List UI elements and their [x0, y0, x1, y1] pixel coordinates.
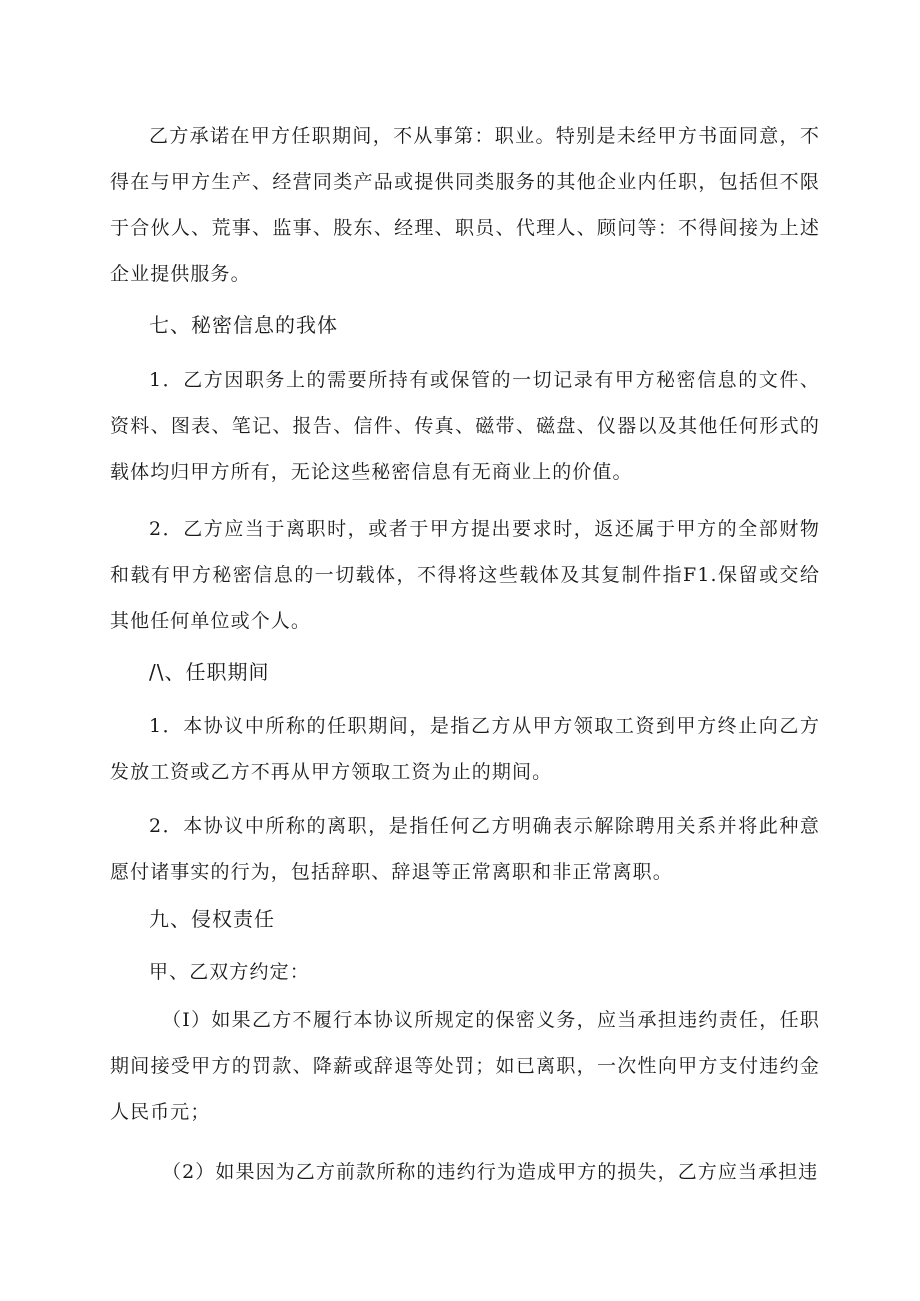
section-9-heading: 九、侵权责任	[149, 907, 275, 931]
section-7-item-2: 2．乙方应当于离职时，或者于甲方提出要求时，返还属于甲方的全部财物和载有甲方秘密信息的一切载体，不得将这些载体及其复制件指F1.保留或交给其他任何单位或个人。	[110, 518, 820, 632]
section-9-item-1: （I）如果乙方不履行本协议所规定的保密义务，应当承担违约责任，任职期间接受甲方的罚款、降薪或辞退等处罚；如已离职，一次性向甲方支付违约金人民币元；	[110, 1009, 820, 1123]
section-9-item-2: （2）如果因为乙方前款所称的违约行为造成甲方的损失，乙方应当承担违	[162, 1161, 819, 1183]
section-9-intro: 甲、乙双方约定：	[149, 961, 310, 983]
section-8-item-2: 2．本协议中所称的离职，是指任何乙方明确表示解除聘用关系并将此种意愿付诸事实的行为，包括辞职、辞退等正常离职和非正常离职。	[110, 815, 820, 883]
paragraph-non-compete: 乙方承诺在甲方任职期间，不从事第：职业。特别是未经甲方书面同意，不得在与甲方生产、经营同类产品或提供同类服务的其他企业内任职，包括但不限于合伙人、荒事、监事、股东、经理、职员、代理人、顾问等：不得间接为上述企业提供服务。	[110, 125, 820, 285]
section-7-heading: 七、秘密信息的我体	[149, 313, 338, 337]
section-7-item-1: 1．乙方因职务上的需要所持有或保管的一切记录有甲方秘密信息的文件、资料、图表、笔记、报告、信件、传真、磁带、磁盘、仪器以及其他任何形式的载体均归甲方所有，无论这些秘密信息有无商业上的价值。	[110, 369, 820, 483]
section-8-item-1: 1．本协议中所称的任职期间，是指乙方从甲方领取工资到甲方终止向乙方发放工资或乙方不再从甲方领取工资为止的期间。	[110, 715, 820, 783]
section-8-heading: /\、任职期间	[149, 660, 270, 684]
